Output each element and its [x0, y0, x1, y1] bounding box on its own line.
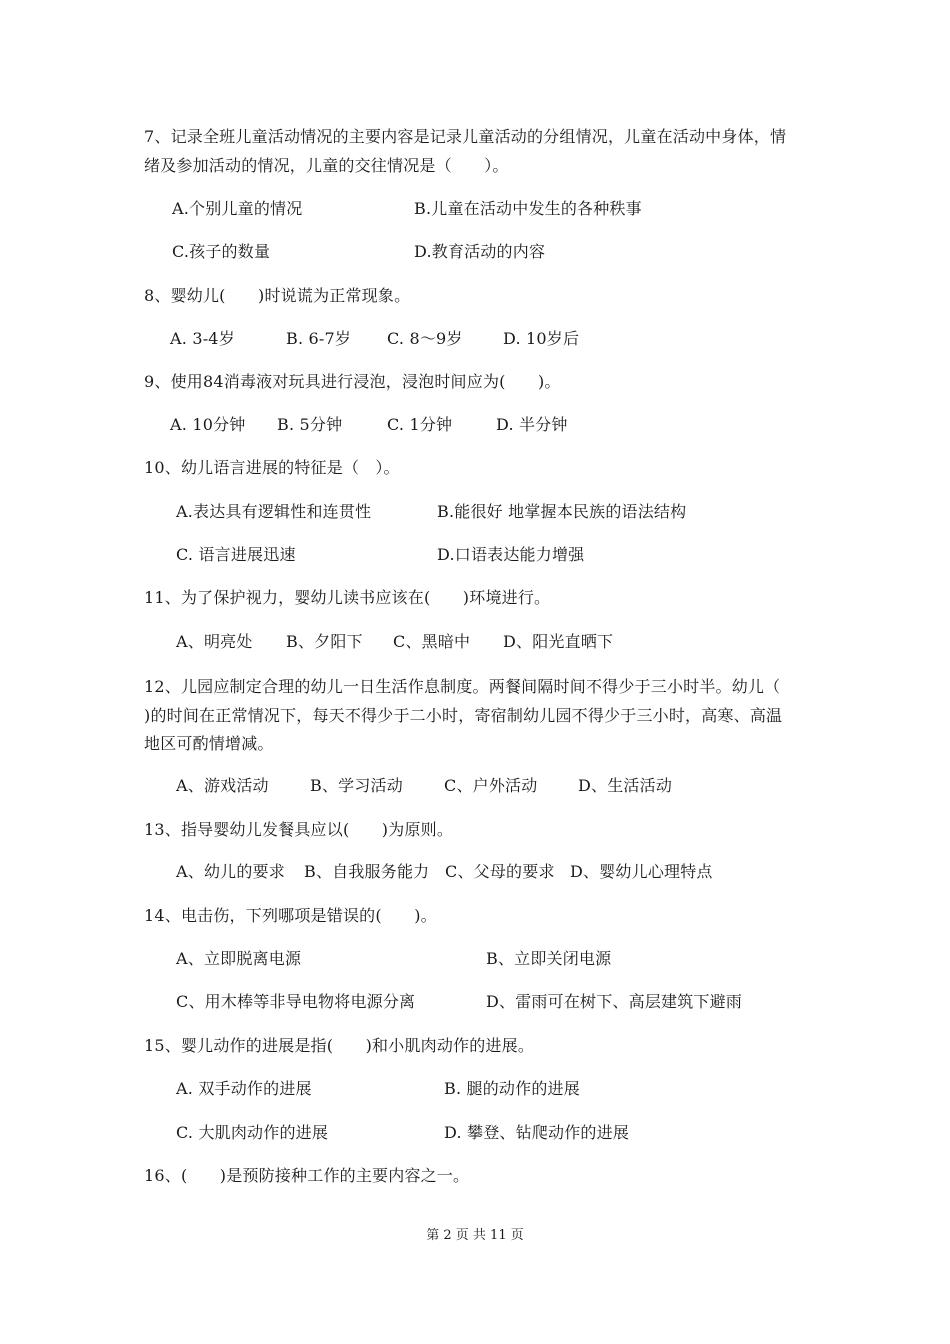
- question-9: 9、使用84消毒液对玩具进行浸泡，浸泡时间应为( )。: [144, 372, 561, 391]
- option-c: C.孩子的数量: [172, 242, 271, 261]
- option-d: D、婴幼儿心理特点: [570, 862, 713, 881]
- option-d: D、雷雨可在树下、高层建筑下避雨: [486, 992, 743, 1011]
- page-number-footer: 第 2 页 共 11 页: [426, 1228, 524, 1243]
- option-a: A、游戏活动: [176, 776, 269, 795]
- question-11: 11、为了保护视力，婴幼儿读书应该在( )环境进行。: [144, 588, 551, 607]
- option-b: B.儿童在活动中发生的各种秩事: [414, 199, 642, 218]
- question-13: 13、指导婴幼儿发餐具应以( )为原则。: [144, 820, 454, 839]
- question-12-line-2: )的时间在正常情况下，每天不得少于二小时，寄宿制幼儿园不得少于三小时，高寒、高温: [144, 706, 783, 725]
- option-c: C、黑暗中: [393, 632, 471, 651]
- option-a: A. 3-4岁: [170, 329, 235, 348]
- question-14: 14、电击伤，下列哪项是错误的( )。: [144, 906, 437, 925]
- option-c: C. 大肌肉动作的进展: [176, 1123, 329, 1142]
- option-c: C. 1分钟: [387, 415, 453, 434]
- option-d: D.教育活动的内容: [414, 242, 546, 261]
- option-a: A、立即脱离电源: [176, 949, 302, 968]
- question-7-line-2: 绪及参加活动的情况，儿童的交往情况是（ ）。: [144, 156, 509, 175]
- question-10: 10、幼儿语言进展的特征是（ ）。: [144, 458, 400, 477]
- question-8: 8、婴幼儿( )时说谎为正常现象。: [144, 286, 411, 305]
- option-d: D.口语表达能力增强: [437, 545, 585, 564]
- option-d: D. 攀登、钻爬动作的进展: [444, 1123, 630, 1142]
- question-16: 16、( )是预防接种工作的主要内容之一。: [144, 1166, 470, 1185]
- option-d: D. 半分钟: [496, 415, 568, 434]
- option-a: A、明亮处: [176, 632, 253, 651]
- option-b: B、自我服务能力: [304, 862, 430, 881]
- question-12-line-3: 地区可酌情增减。: [144, 734, 274, 753]
- option-c: C、户外活动: [444, 776, 538, 795]
- question-15: 15、婴儿动作的进展是指( )和小肌肉动作的进展。: [144, 1036, 535, 1055]
- option-c: C. 8～9岁: [387, 329, 463, 348]
- option-b: B. 6-7岁: [286, 329, 352, 348]
- option-b: B. 5分钟: [277, 415, 343, 434]
- option-a: A. 10分钟: [170, 415, 246, 434]
- option-b: B、学习活动: [310, 776, 403, 795]
- option-c: C、用木棒等非导电物将电源分离: [176, 992, 416, 1011]
- option-c: C. 语言进展迅速: [176, 545, 296, 564]
- question-7-line-1: 7、记录全班儿童活动情况的主要内容是记录儿童活动的分组情况，儿童在活动中身体，情: [144, 127, 787, 146]
- option-b: B.能很好 地掌握本民族的语法结构: [437, 502, 687, 521]
- option-b: B. 腿的动作的进展: [444, 1079, 580, 1098]
- option-d: D、阳光直晒下: [503, 632, 614, 651]
- option-a: A.表达具有逻辑性和连贯性: [176, 502, 372, 521]
- option-b: B、夕阳下: [286, 632, 363, 651]
- option-d: D、生活活动: [578, 776, 673, 795]
- option-a: A、幼儿的要求: [176, 862, 285, 881]
- option-c: C、父母的要求: [445, 862, 555, 881]
- option-b: B、立即关闭电源: [486, 949, 612, 968]
- question-12-line-1: 12、儿园应制定合理的幼儿一日生活作息制度。两餐间隔时间不得少于三小时半。幼儿（: [144, 677, 781, 696]
- option-a: A.个别儿童的情况: [172, 199, 303, 218]
- option-a: A. 双手动作的进展: [176, 1079, 312, 1098]
- option-d: D. 10岁后: [503, 329, 580, 348]
